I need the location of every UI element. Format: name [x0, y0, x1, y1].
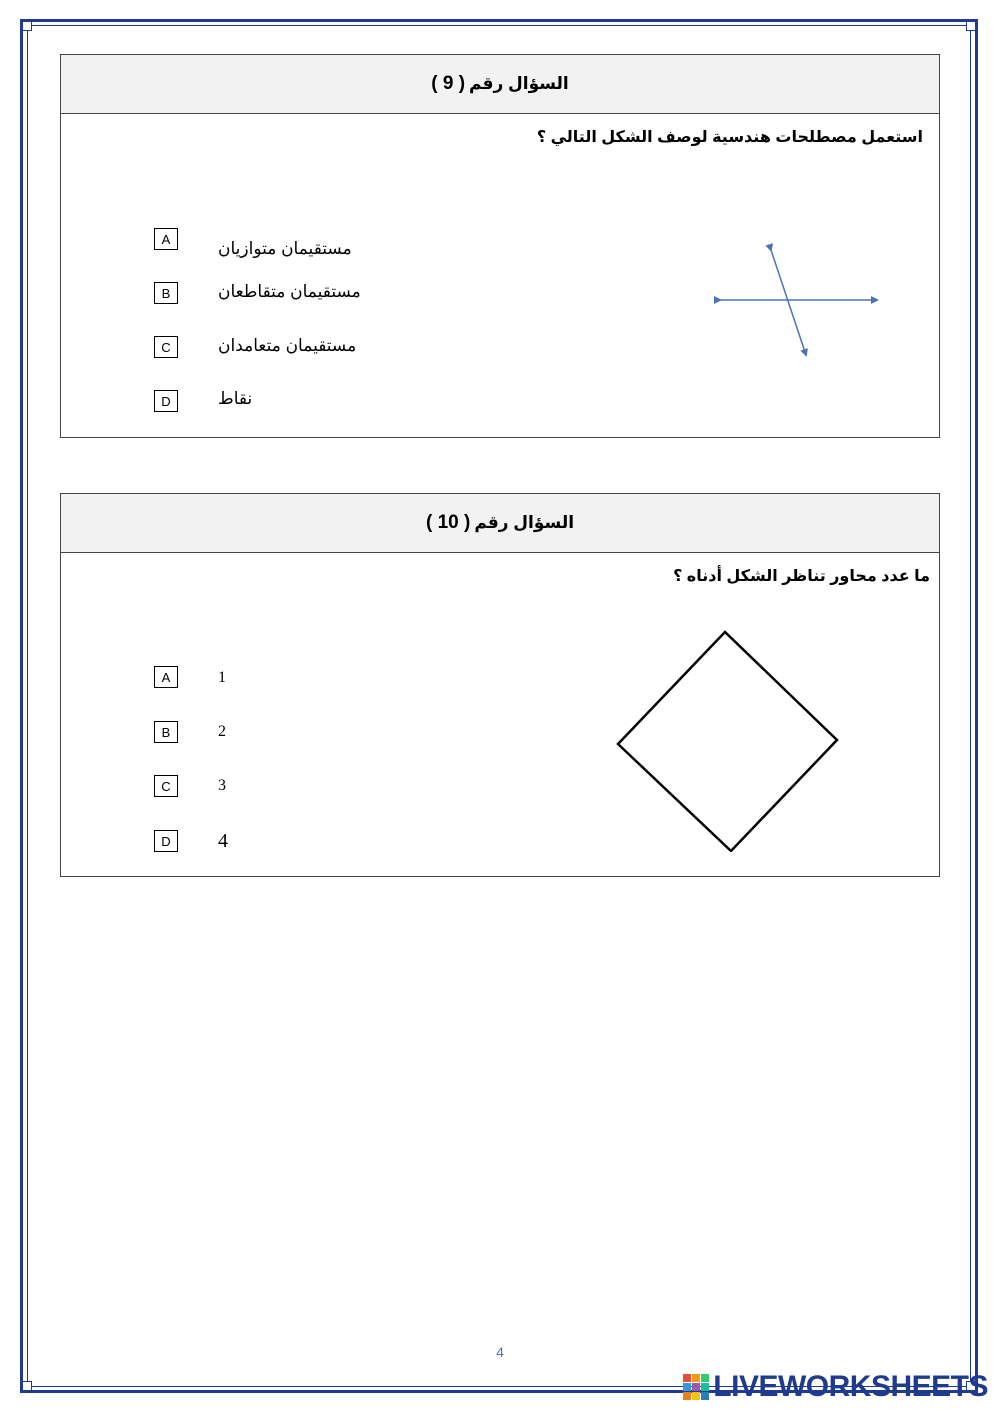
- question-header: [61, 494, 939, 553]
- option-d-text: 4: [218, 830, 228, 852]
- question-text: استعمل مصطلحات هندسية لوصف الشكل التالي ؟: [536, 129, 923, 146]
- option-a-text: مستقيمان متوازيان: [218, 239, 352, 258]
- option-d-box[interactable]: D: [154, 390, 178, 412]
- question-card-9: [60, 54, 940, 438]
- option-a-box[interactable]: A: [154, 228, 178, 250]
- liveworksheets-logo: [683, 1372, 988, 1402]
- border-corner: [22, 21, 32, 31]
- question-header: [61, 55, 939, 114]
- option-c-text: مستقيمان متعامدان: [218, 336, 357, 355]
- brand-name: LIVEWORKSHEETS: [713, 1370, 988, 1403]
- option-b-text: 2: [218, 723, 226, 740]
- question-label: السؤال رقم: [474, 513, 575, 532]
- question-card-10: [60, 493, 940, 877]
- option-a-box[interactable]: A: [154, 666, 178, 688]
- option-b-box[interactable]: B: [154, 721, 178, 743]
- option-c-box[interactable]: C: [154, 775, 178, 797]
- intersecting-lines-figure: [711, 240, 886, 360]
- square-shape: [618, 632, 837, 851]
- option-a-text: 1: [218, 669, 226, 686]
- question-number: ( 10 ): [425, 512, 471, 533]
- option-c-text: 3: [218, 777, 226, 794]
- option-d-text: نقاط: [218, 389, 253, 408]
- logo-grid-icon: [683, 1374, 709, 1400]
- slanted-line: [771, 250, 806, 355]
- border-corner: [22, 1381, 32, 1391]
- option-b-box[interactable]: B: [154, 282, 178, 304]
- question-number: ( 9 ): [431, 73, 466, 94]
- page-number: 4: [496, 1344, 504, 1360]
- question-text: ما عدد محاور تناظر الشكل أدناه ؟: [673, 568, 930, 585]
- border-corner: [966, 21, 976, 31]
- option-c-box[interactable]: C: [154, 336, 178, 358]
- option-b-text: مستقيمان متقاطعان: [218, 282, 361, 301]
- question-label: السؤال رقم: [469, 74, 569, 93]
- option-d-box[interactable]: D: [154, 830, 178, 852]
- square-figure: [611, 627, 841, 852]
